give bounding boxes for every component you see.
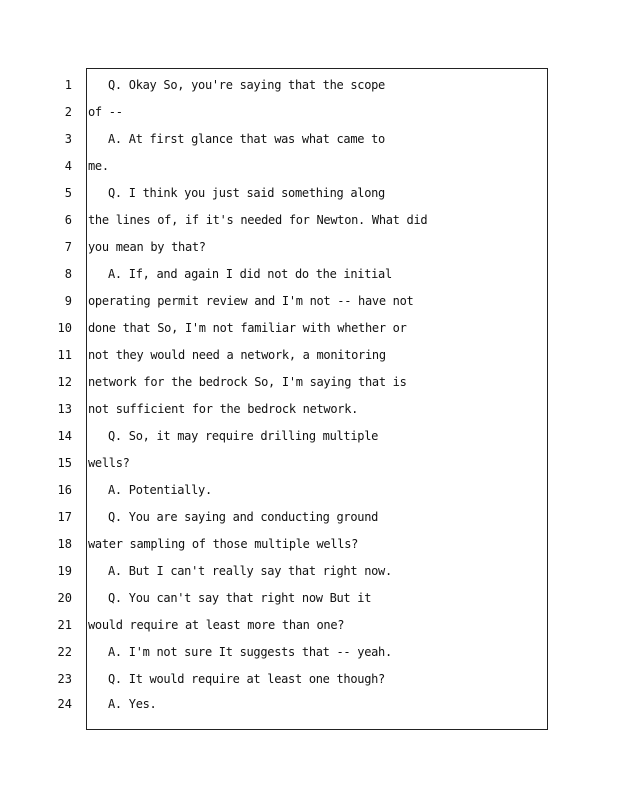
line-number: 4 bbox=[64, 159, 72, 173]
line-text: not sufficient for the bedrock network. bbox=[88, 402, 359, 416]
line-text: A. But I can't really say that right now. bbox=[108, 564, 392, 578]
line-number: 7 bbox=[64, 240, 72, 254]
line-text: Q. So, it may require drilling multiple bbox=[108, 429, 379, 443]
line-text: A. If, and again I did not do the initial bbox=[108, 267, 392, 281]
line-text: Q. I think you just said something along bbox=[108, 186, 385, 200]
line-number: 12 bbox=[57, 375, 72, 389]
transcript-line bbox=[0, 102, 618, 122]
line-number: 10 bbox=[57, 321, 72, 335]
line-text: would require at least more than one? bbox=[88, 618, 345, 632]
transcript-line bbox=[0, 453, 618, 473]
transcript-line bbox=[0, 507, 618, 527]
transcript-line bbox=[0, 210, 618, 230]
transcript-line bbox=[0, 588, 618, 608]
transcript-line bbox=[0, 129, 618, 149]
transcript-line bbox=[0, 399, 618, 419]
line-text: me. bbox=[88, 159, 109, 173]
line-text: Q. You are saying and conducting ground bbox=[108, 510, 379, 524]
line-text: wells? bbox=[88, 456, 130, 470]
line-text: the lines of, if it's needed for Newton. What did bbox=[88, 213, 428, 227]
transcript-line bbox=[0, 534, 618, 554]
transcript-line bbox=[0, 291, 618, 311]
transcript-line bbox=[0, 372, 618, 392]
line-text: A. I'm not sure It suggests that -- yeah. bbox=[108, 645, 392, 659]
line-text: Q. You can't say that right now But it bbox=[108, 591, 372, 605]
line-text: network for the bedrock So, I'm saying that is bbox=[88, 375, 407, 389]
line-text: A. At first glance that was what came to bbox=[108, 132, 385, 146]
transcript-line bbox=[0, 642, 618, 662]
line-number: 8 bbox=[64, 267, 72, 281]
line-number: 18 bbox=[57, 537, 72, 551]
transcript-line bbox=[0, 480, 618, 500]
line-number: 14 bbox=[57, 429, 72, 443]
transcript-line bbox=[0, 264, 618, 284]
line-text: you mean by that? bbox=[88, 240, 206, 254]
line-number: 9 bbox=[64, 294, 72, 308]
line-text: Q. It would require at least one though? bbox=[108, 672, 385, 686]
transcript-line bbox=[0, 669, 618, 689]
line-number: 13 bbox=[57, 402, 72, 416]
line-text: Q. Okay So, you're saying that the scope bbox=[108, 78, 385, 92]
line-number: 5 bbox=[64, 186, 72, 200]
line-text: water sampling of those multiple wells? bbox=[88, 537, 359, 551]
line-number: 19 bbox=[57, 564, 72, 578]
line-number: 11 bbox=[57, 348, 72, 362]
line-number: 24 bbox=[57, 697, 72, 711]
line-text: of -- bbox=[88, 105, 123, 119]
line-number: 6 bbox=[64, 213, 72, 227]
transcript-line bbox=[0, 561, 618, 581]
line-text: operating permit review and I'm not -- have not bbox=[88, 294, 414, 308]
line-text: A. Yes. bbox=[108, 697, 157, 711]
line-number: 23 bbox=[57, 672, 72, 686]
line-number: 16 bbox=[57, 483, 72, 497]
transcript-line bbox=[0, 345, 618, 365]
transcript-line bbox=[0, 183, 618, 203]
line-number: 1 bbox=[64, 78, 72, 92]
transcript-line bbox=[0, 75, 618, 95]
transcript-line bbox=[0, 156, 618, 176]
line-number: 3 bbox=[64, 132, 72, 146]
line-number: 17 bbox=[57, 510, 72, 524]
transcript-line bbox=[0, 615, 618, 635]
line-text: done that So, I'm not familiar with whether or bbox=[88, 321, 407, 335]
line-text: A. Potentially. bbox=[108, 483, 212, 497]
line-number: 21 bbox=[57, 618, 72, 632]
line-number: 15 bbox=[57, 456, 72, 470]
line-number: 2 bbox=[64, 105, 72, 119]
transcript-line bbox=[0, 426, 618, 446]
line-number: 20 bbox=[57, 591, 72, 605]
transcript-line bbox=[0, 237, 618, 257]
transcript-line bbox=[0, 694, 618, 714]
line-number: 22 bbox=[57, 645, 72, 659]
line-text: not they would need a network, a monitoring bbox=[88, 348, 386, 362]
transcript-line bbox=[0, 318, 618, 338]
